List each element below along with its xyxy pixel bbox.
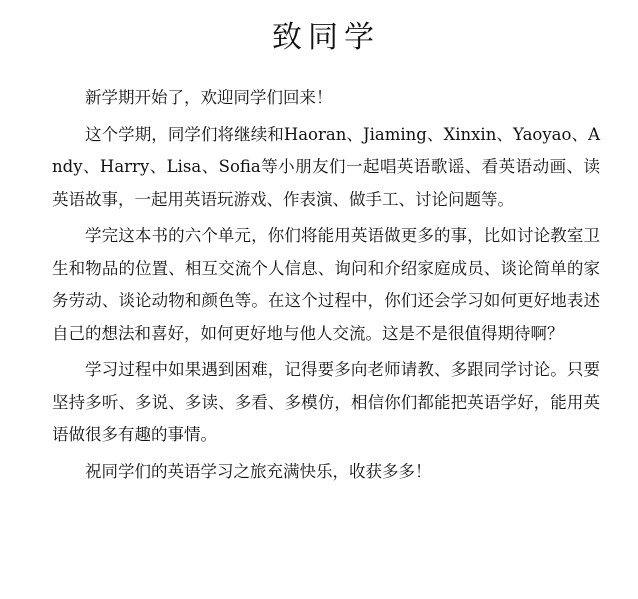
paragraph-difficulties: 学习过程中如果遇到困难，记得要多向老师请教、多跟同学讨论。只要坚持多听、多说、多读、多看、多模仿，相信你们都能把英语学好，能用英语做很多有趣的事情。 xyxy=(52,360,600,444)
paragraph-activities: 这个学期，同学们将继续和Haoran、Jiaming、Xinxin、Yaoyao、Andy、Harry、Lisa、Sofia等小朋友们一起唱英语歌谣、看英语动画、读英语故事，一起用英语玩游戏、作表演、做手工、讨论问题等。 xyxy=(52,124,600,209)
page-title: 致同学 xyxy=(272,20,380,55)
paragraph-greeting: 新学期开始了，欢迎同学们回来！ xyxy=(85,88,333,107)
paragraph-units: 学完这本书的六个单元，你们将能用英语做更多的事，比如讨论教室卫生和物品的位置、相互交流个人信息、询问和介绍家庭成员、谈论简单的家务劳动、谈论动物和颜色等。在这个过程中，你们还会学习如何更好地表述自己的想法和喜好，如何更好地与他人交流。这是不是很值得期待啊？ xyxy=(52,226,600,343)
paragraph-wishes: 祝同学们的英语学习之旅充满快乐，收获多多！ xyxy=(85,461,432,481)
